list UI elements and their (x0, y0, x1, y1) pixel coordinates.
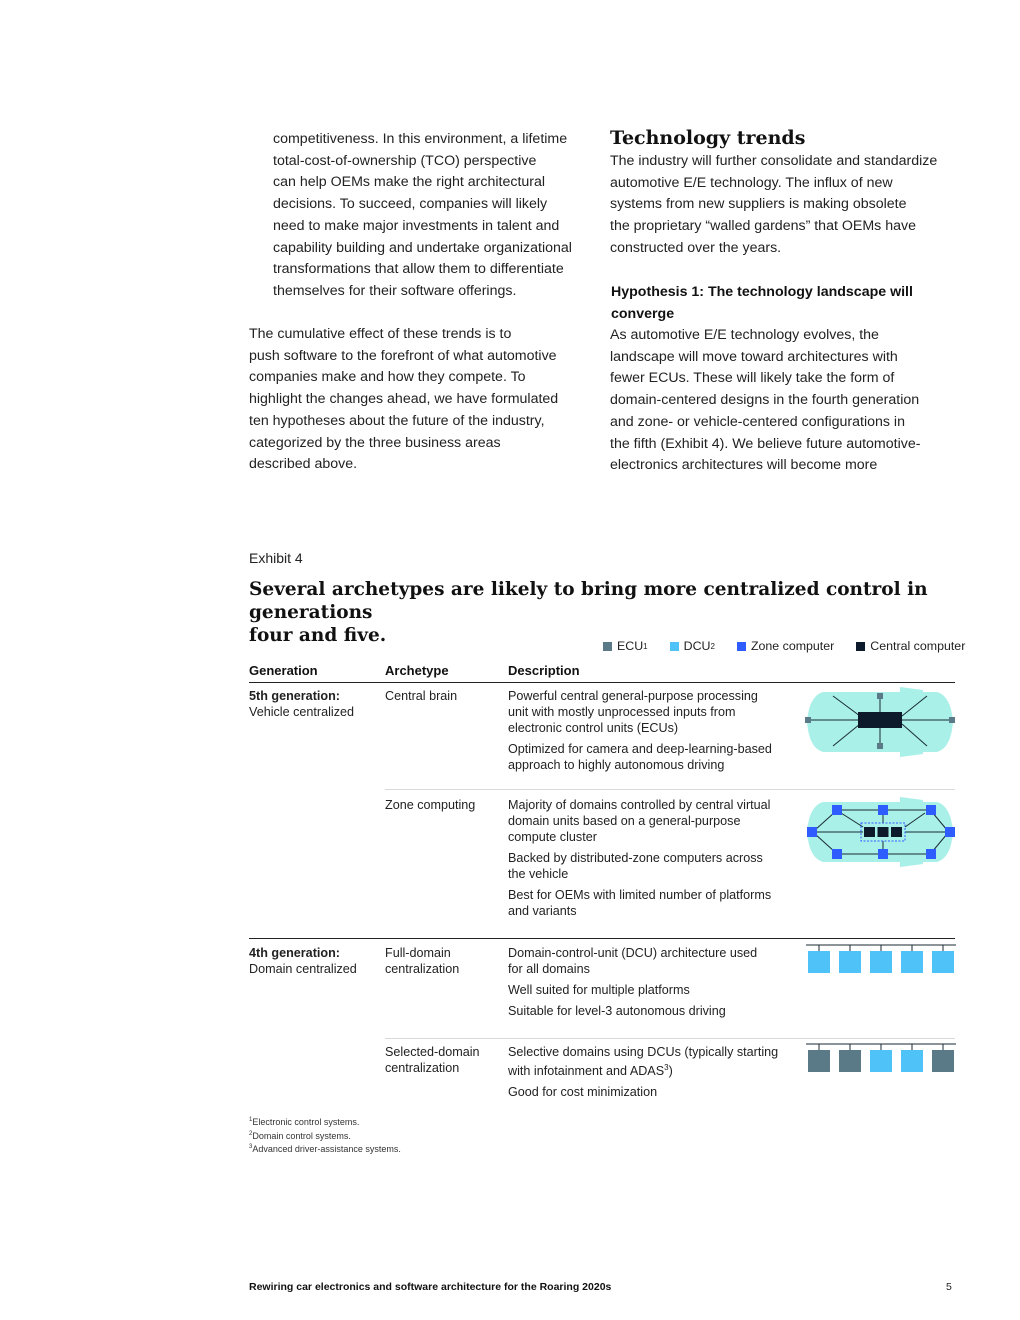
zone-computing-diagram (805, 796, 957, 868)
cumulative-line: companies make and how they compete. To (249, 369, 526, 386)
description-line: the vehicle (508, 867, 569, 881)
generation-subtitle: Vehicle centralized (249, 705, 355, 719)
hypothesis-line: electronics architectures will become more (610, 457, 878, 474)
ecu-swatch (603, 642, 612, 651)
cumulative-line: categorized by the three business areas (249, 434, 501, 451)
cumulative-line: push software to the forefront of what automotive (249, 347, 557, 364)
hypothesis-heading (611, 281, 941, 325)
legend-label: Central computer (870, 639, 966, 653)
zone-computer-swatch (737, 642, 746, 651)
dcu-node (901, 1050, 923, 1072)
generation-title: 4th generation: (249, 946, 340, 960)
intro-line: need to make major investments in talent and (273, 217, 560, 234)
footnote-text: Electronic control systems. (252, 1117, 360, 1127)
description-item (508, 945, 798, 977)
generation-subtitle: Domain centralized (249, 962, 357, 976)
archetype-line: Zone computing (385, 798, 476, 812)
legend-sup: 2 (710, 641, 715, 651)
footer-title: Rewiring car electronics and software architecture for the Roaring 2020s (249, 1281, 612, 1293)
tech-line: the proprietary “walled gardens” that OEMs have (610, 218, 916, 235)
technology-trends-paragraph (610, 151, 960, 260)
description-item (508, 1044, 803, 1079)
ecu-node (808, 1050, 830, 1072)
exhibit-legend (603, 639, 965, 653)
generation-divider (249, 938, 955, 939)
description-line: Domain-control-unit (DCU) architecture used (508, 946, 758, 960)
intro-line: themselves for their software offerings. (273, 282, 517, 299)
tech-line: The industry will further consolidate and standardize (610, 153, 938, 169)
footnote-text: Domain control systems. (252, 1130, 351, 1141)
cumulative-line: ten hypotheses about the future of the industry, (249, 412, 545, 429)
intro-line: can help OEMs make the right architectural (273, 174, 546, 191)
ecu-node (932, 1050, 954, 1072)
legend-label: ECU (617, 639, 644, 653)
central-computer (858, 712, 902, 728)
tech-line: automotive E/E technology. The influx of new (610, 174, 893, 191)
archetype-line: centralization (385, 962, 460, 976)
footnote-ref: 3 (664, 1063, 669, 1072)
description-line: Powerful central general-purpose processing (508, 689, 758, 703)
description-line: domain units based on a general-purpose (508, 814, 741, 828)
hypothesis-line: and zone- or vehicle-centered configurations in (610, 413, 905, 430)
description-item (508, 1084, 803, 1100)
cumulative-line: highlight the changes ahead, we have formulated (249, 391, 559, 408)
description-item (508, 850, 798, 882)
row-divider (385, 789, 955, 790)
exhibit-title-line: four and five. (249, 625, 387, 646)
central-computer-swatch (856, 642, 865, 651)
car-nose (900, 687, 923, 757)
description-line: Selective domains using DCUs (typically starting (508, 1045, 779, 1059)
archetype-selected-domain (385, 1044, 503, 1076)
legend-item-ecu (603, 639, 648, 653)
description-line: with infotainment and ADAS (508, 1064, 665, 1079)
intro-line: decisions. To succeed, companies will likely (273, 196, 548, 213)
intro-line: total-cost-of-ownership (TCO) perspective (273, 152, 537, 169)
description-line: Best for OEMs with limited number of platforms (508, 888, 772, 902)
generation-4th (249, 945, 379, 977)
description-line: Majority of domains controlled by central virtual (508, 798, 771, 812)
archetype-zone-computing (385, 797, 503, 813)
cumulative-line: described above. (249, 456, 358, 473)
tech-line: constructed over the years. (610, 239, 782, 256)
legend-sup: 1 (643, 641, 648, 651)
column-header-description: Description (508, 663, 580, 678)
exhibit-title (249, 578, 949, 647)
hypothesis-line: As automotive E/E technology evolves, the (610, 327, 879, 343)
dcu-node (870, 1050, 892, 1072)
header-rule (249, 682, 955, 683)
archetype-central-brain (385, 688, 503, 704)
description-zone-computing (508, 797, 798, 924)
description-item (508, 688, 798, 736)
description-full-domain (508, 945, 798, 1024)
description-line: approach to highly autonomous driving (508, 758, 725, 772)
hypothesis-heading-line: Hypothesis 1: The technology landscape will (611, 284, 913, 300)
dcu-swatch (670, 642, 679, 651)
footnote-number: 2 (249, 1130, 253, 1137)
column-header-archetype: Archetype (385, 663, 449, 678)
description-line: electronic control units (ECUs) (508, 721, 679, 735)
description-item (508, 741, 798, 773)
intro-line: transformations that allow them to differentiate (273, 261, 564, 278)
description-line: ) (668, 1064, 673, 1079)
footnotes (249, 1115, 401, 1156)
description-selected-domain (508, 1044, 803, 1105)
central-compute-cluster (864, 827, 902, 837)
hypothesis-heading-line: converge (611, 306, 675, 322)
archetype-full-domain (385, 945, 503, 977)
exhibit-label: Exhibit 4 (249, 550, 303, 566)
intro-line: capability building and undertake organizational (273, 239, 572, 256)
footnote-number: 3 (249, 1144, 253, 1150)
description-item (508, 887, 798, 919)
description-line: and variants (508, 904, 577, 918)
footnote (249, 1142, 401, 1156)
ecu-node (839, 1050, 861, 1072)
hypothesis-line: fewer ECUs. These will likely take the form of (610, 370, 895, 387)
archetype-line: Full-domain (385, 946, 451, 960)
column-header-generation: Generation (249, 663, 318, 678)
central-brain-diagram (805, 686, 955, 758)
cumulative-line: The cumulative effect of these trends is to (249, 326, 512, 342)
legend-item-dcu (670, 639, 715, 653)
description-line: compute cluster (508, 830, 597, 844)
footnote-number: 1 (249, 1117, 253, 1123)
cumulative-paragraph (249, 324, 599, 476)
page-number: 5 (946, 1281, 952, 1293)
description-line: unit with mostly unprocessed inputs from (508, 705, 736, 719)
row-divider (385, 1038, 955, 1039)
description-line: Backed by distributed-zone computers across (508, 851, 763, 865)
archetype-line: Central brain (385, 689, 458, 703)
intro-paragraph (273, 129, 603, 303)
exhibit-title-line: Several archetypes are likely to bring more centralized control in generations (249, 579, 928, 623)
mixed-nodes (808, 1050, 954, 1072)
hypothesis-line: the fifth (Exhibit 4). We believe future automotive- (610, 435, 921, 452)
archetype-line: Selected-domain (385, 1045, 480, 1059)
intro-line: competitiveness. In this environment, a lifetime (273, 131, 568, 147)
legend-item-zone-computer (737, 639, 834, 653)
description-item (508, 1003, 798, 1019)
hypothesis-line: landscape will move toward architectures with (610, 348, 898, 365)
description-line: for all domains (508, 962, 590, 976)
selected-domain-diagram (806, 1041, 956, 1075)
archetype-line: centralization (385, 1061, 460, 1075)
description-line: Well suited for multiple platforms (508, 983, 690, 997)
legend-item-central-computer (856, 639, 965, 653)
legend-label: DCU (683, 639, 711, 653)
footnote-text: Advanced driver-assistance systems. (252, 1144, 401, 1154)
generation-title: 5th generation: (249, 689, 340, 703)
bus-drops (819, 1044, 943, 1050)
description-item (508, 797, 798, 845)
generation-5th (249, 688, 379, 720)
hypothesis-paragraph (610, 325, 960, 477)
full-domain-diagram (806, 942, 956, 976)
hypothesis-line: domain-centered designs in the fourth generation (610, 392, 920, 409)
dcu-nodes (808, 951, 954, 973)
description-central-brain (508, 688, 798, 778)
footnote (249, 1115, 401, 1129)
description-line: Good for cost minimization (508, 1085, 658, 1100)
description-line: Suitable for level-3 autonomous driving (508, 1004, 726, 1018)
tech-line: systems from new suppliers is making obsolete (610, 196, 907, 213)
bus-drops (819, 945, 943, 951)
technology-trends-heading: Technology trends (610, 127, 806, 149)
description-item (508, 982, 798, 998)
footnote (249, 1129, 401, 1143)
legend-label: Zone computer (750, 639, 835, 653)
description-line: Optimized for camera and deep-learning-based (508, 742, 772, 756)
